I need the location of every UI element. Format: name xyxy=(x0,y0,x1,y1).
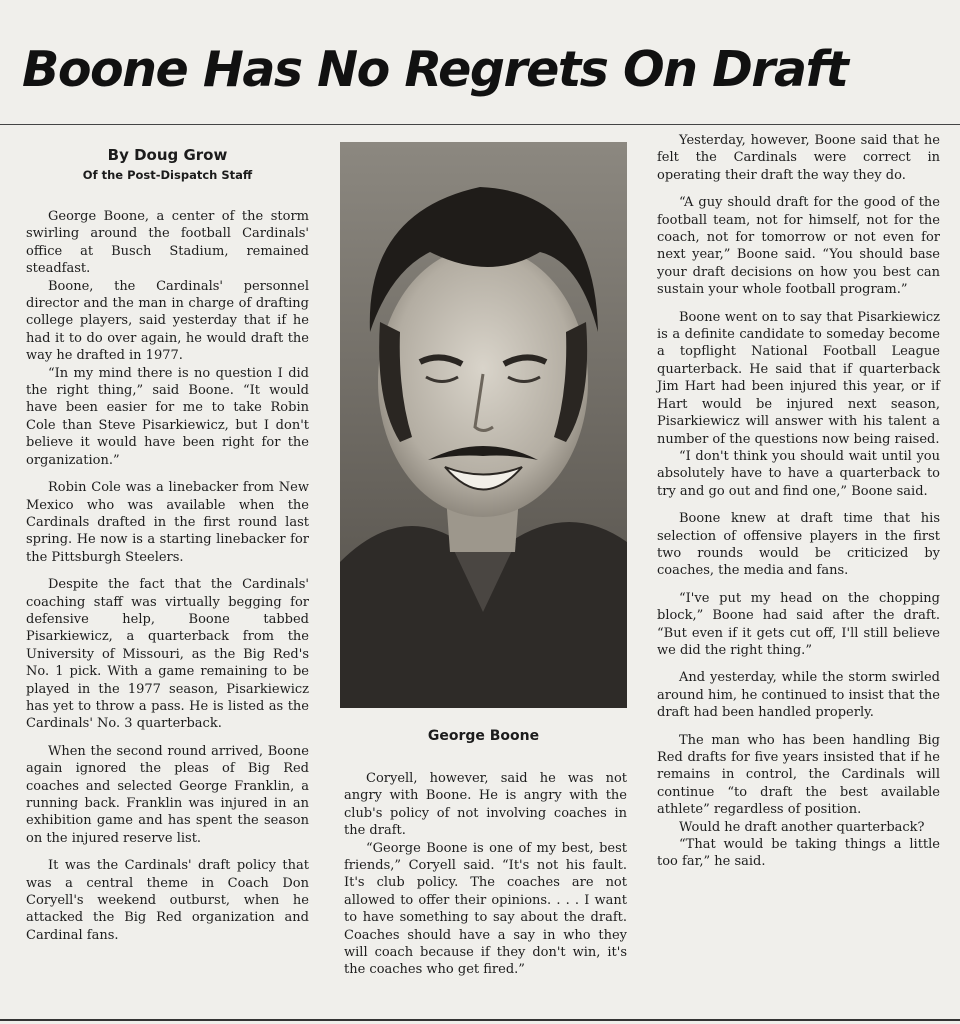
paragraph: “I don't think you should wait until you absolutely have to have a quarterback to try and go out and find one,” Boone said. xyxy=(657,448,940,499)
paragraph: “That would be taking things a little too far,” he said. xyxy=(657,837,940,870)
paragraph: Boone, the Cardinals' personnel director and the man in charge of drafting college players, said yesterday that if he had it to do over again, he would draft the way he drafted in 1977. xyxy=(26,278,309,364)
header-rule xyxy=(0,124,960,125)
byline-author: By Doug Grow xyxy=(107,146,228,164)
article-column-3 xyxy=(657,132,940,871)
byline-staff: Of the Post-Dispatch Staff xyxy=(82,168,253,182)
paragraph: And yesterday, while the storm swirled around him, he continued to insist that the draft had been handled properly. xyxy=(657,670,940,721)
paragraph: The man who has been handling Big Red drafts for five years insisted that if he remains in control, the Cardinals will continue “to draft the best available athlete” regardless of position. xyxy=(657,732,940,818)
article-column-1 xyxy=(26,208,309,944)
portrait-photo xyxy=(340,142,627,708)
photo-caption: George Boone xyxy=(427,728,540,744)
paragraph: “In my mind there is no question I did the right thing,” said Boone. “It would have been easier for me to take Robin Cole than Steve Pisarkiewicz, but I don't believe it would have been right for the organization.” xyxy=(26,365,309,468)
paragraph: “I've put my head on the chopping block,” Boone had said after the draft. “But even if it gets cut off, I'll still believe we did the right thing.” xyxy=(657,590,940,658)
footer-rule xyxy=(0,1019,960,1021)
paragraph: Boone knew at draft time that his selection of offensive players in the first two rounds would be criticized by coaches, the media and fans. xyxy=(657,511,940,579)
paragraph: George Boone, a center of the storm swirling around the football Cardinals' office at Busch Stadium, remained steadfast. xyxy=(26,209,309,277)
paragraph: Would he draft another quarterback? xyxy=(679,819,925,835)
paragraph: Robin Cole was a linebacker from New Mexico who was available when the Cardinals drafted in the first round last spring. He now is a starting linebacker for the Pittsburgh Steelers. xyxy=(26,480,309,565)
byline xyxy=(26,144,309,184)
paragraph: When the second round arrived, Boone again ignored the pleas of Big Red coaches and selected George Franklin, a running back. Franklin was injured in an exhibition game and has spent the season on the injured reserve list. xyxy=(26,743,309,846)
paragraph: Coryell, however, said he was not angry with Boone. He is angry with the club's policy of not involving coaches in the draft. xyxy=(344,771,627,839)
paragraph: It was the Cardinals' draft policy that was a central theme in Coach Don Coryell's weekend outburst, when he attacked the Big Red organization and Cardinal fans. xyxy=(26,858,309,943)
paragraph: “A guy should draft for the good of the football team, not for himself, not for the coach, not for tomorrow or not even for next year,” Boone said. “You should base your draft decisions on how you best can sustain your whole football program.” xyxy=(657,195,940,298)
paragraph: Despite the fact that the Cardinals' coaching staff was virtually begging for defensive help, Boone tabbed Pisarkiewicz, a quarterback from the University of Missouri, as the Big Red's No. 1 pick. With a game remaining to be played in the 1977 season, Pisarkiewicz has yet to throw a pass. He is listed as the Cardinals' No. 3 quarterback. xyxy=(26,577,309,732)
headline: Boone Has No Regrets On Draft xyxy=(22,41,848,98)
paragraph: Yesterday, however, Boone said that he felt the Cardinals were correct in operating their draft the way they do. xyxy=(657,133,940,183)
paragraph: “George Boone is one of my best, best friends,” Coryell said. “It's not his fault. It's club policy. The coaches are not allowed to offer their opinions. . . . I want to have something to say about the draft. Coaches should have a say in who they will coach because if they don't win, it's the coaches who get fired.” xyxy=(344,840,627,978)
article-column-2 xyxy=(344,770,627,979)
paragraph: Boone went on to say that Pisarkiewicz is a definite candidate to someday become a topflight National Football League quarterback. He said that if quarterback Jim Hart had been injured this year, or if Hart would be injured next season, Pisarkiewicz will answer with his talent a number of the questions now being raised. xyxy=(657,309,940,447)
